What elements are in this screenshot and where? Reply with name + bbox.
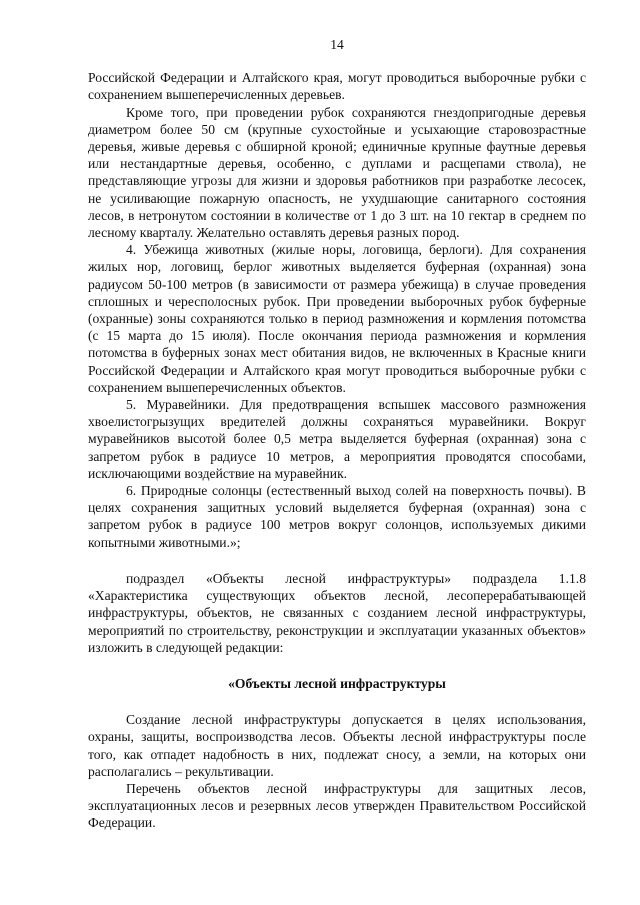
spacer: [88, 656, 586, 675]
spacer: [88, 692, 586, 711]
spacer: [88, 551, 586, 570]
page-number: 14: [330, 37, 344, 52]
paragraph-animal-shelters: 4. Убежища животных (жилые норы, логовища, берлоги). Для сохранения жилых нор, логовищ, берлог животных выделяется буферная (охранная) зона радиусом 50-100 метров (в зависимости от размера убежища) в случае проведения сплошных и чересполосных рубок. При проведении выборочных рубок буферные (охранные) зоны сохраняются только в период размножения и кормления потомства (с 15 марта до 15 июля). После окончания периода размножения и кормления потомства в буферных зонах мест обитания видов, не включенных в Красные книги Российской Федерации и Алтайского края могут проводиться выборочные рубки с сохранением вышеперечисленных объектов.: [88, 242, 586, 395]
paragraph-salt-licks: 6. Природные солонцы (естественный выход солей на поверхность почвы). В целях сохранения защитных условий выделяется буферная (охранная) зона с запретом рубок в радиусе 100 метров вокруг солонцов, используемых дикими копытными животными.»;: [88, 483, 586, 550]
paragraph-nesting-trees: Кроме того, при проведении рубок сохраняются гнездопригодные деревья диаметром более 50 см (крупные сухостойные и усыхающие старовозрастные деревья, живые деревья с обширной кроной; единичные крупные фаутные деревья или нестандартные деревья, особенно, с дуплами и расщепами ствола), не представляющие угрозы для жизни и здоровья работников при разработке лесосек, не усиливающие пожарную опасность, не ухудшающие санитарного состояния лесов, в нетронутом состоянии в количестве от 1 до 3 шт. на 10 гектар в среднем по лесному кварталу. Желательно оставлять деревья разных пород.: [88, 104, 586, 241]
paragraph-infrastructure-list: Перечень объектов лесной инфраструктуры для защитных лесов, эксплуатационных лесов и резервных лесов утвержден Правительством Российской Федерации.: [88, 780, 586, 831]
paragraph-infrastructure-creation: Создание лесной инфраструктуры допускается в целях использования, охраны, защиты, воспроизводства лесов. Объекты лесной инфраструктуры после того, как отпадет надобность в них, подлежат сносу, а земли, на которых они располагались – рекультивации.: [88, 712, 586, 779]
paragraph-subsection-amendment: подраздел «Объекты лесной инфраструктуры» подраздела 1.1.8 «Характеристика существующих объектов лесной, лесоперерабатывающей инфраструктуры, объектов, не связанных с созданием лесной инфраструктуры, мероприятий по строительству, реконструкции и эксплуатации указанных объектов» изложить в следующей редакции:: [88, 570, 586, 655]
paragraph-continuation: Российской Федерации и Алтайского края, могут проводиться выборочные рубки с сохранением вышеперечисленных деревьев.: [88, 70, 586, 103]
paragraph-anthills: 5. Муравейники. Для предотвращения вспышек массового размножения хвоелистогрызущих вредителей должны сохраняться муравейники. Вокруг муравейников высотой более 0,5 метра выделяется буферная (охранная) зона с запретом рубок в радиусе 10 метров, а мероприятия проводятся способами, исключающими воздействие на муравейник.: [88, 397, 586, 481]
section-heading: «Объекты лесной инфраструктуры: [228, 675, 446, 691]
